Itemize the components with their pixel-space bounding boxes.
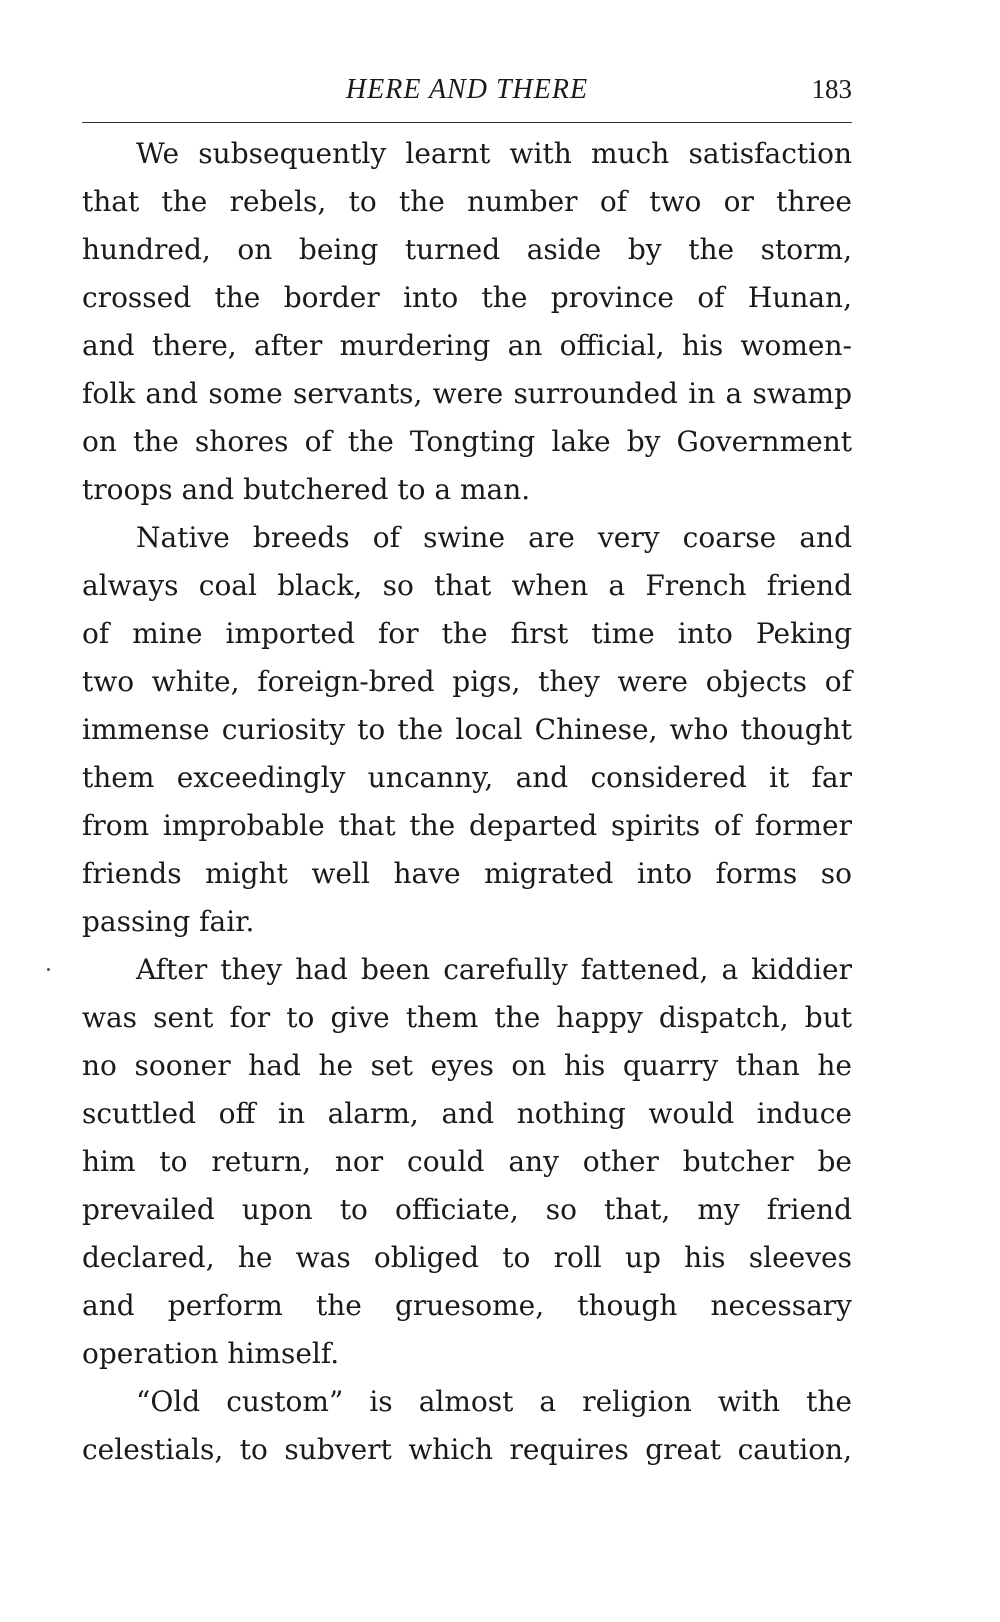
body-text [82, 130, 852, 1474]
text-line: scuttled off in alarm, and nothing would induce [82, 1097, 852, 1130]
text-line: After they had been carefully fattened, a kiddier [136, 953, 852, 986]
text-line: and there, after murdering an official, his women- [82, 329, 852, 362]
text-line: prevailed upon to officiate, so that, my friend [82, 1193, 852, 1226]
text-line: them exceedingly uncanny, and considered it far [82, 761, 852, 794]
text-line: was sent for to give them the happy dispatch, but [82, 1001, 852, 1034]
text-line: him to return, nor could any other butcher be [82, 1145, 852, 1178]
text-line: declared, he was obliged to roll up his sleeves [82, 1241, 852, 1274]
text-line: from improbable that the departed spirits of former [82, 809, 852, 842]
text-line: troops and butchered to a man. [82, 473, 531, 506]
text-line: hundred, on being turned aside by the storm, [82, 233, 852, 266]
text-line: Native breeds of swine are very coarse and [136, 521, 852, 554]
running-head [82, 62, 852, 112]
text-line: two white, foreign-bred pigs, they were objects of [82, 665, 852, 698]
text-line: on the shores of the Tongting lake by Government [82, 425, 852, 458]
text-line: celestials, to subvert which requires great caution, [82, 1433, 852, 1466]
text-line: “Old custom” is almost a religion with the [136, 1385, 852, 1418]
text-line: that the rebels, to the number of two or three [82, 185, 852, 218]
text-line: operation himself. [82, 1337, 340, 1370]
text-line: of mine imported for the first time into Peking [82, 617, 852, 650]
page-number: 183 [811, 74, 852, 104]
text-line: immense curiosity to the local Chinese, who thought [82, 713, 852, 746]
text-line: friends might well have migrated into forms so [82, 857, 852, 890]
text-line: crossed the border into the province of Hunan, [82, 281, 852, 314]
stray-ink-mark [47, 968, 50, 971]
running-title: HERE AND THERE [345, 74, 589, 105]
text-line: and perform the gruesome, though necessary [82, 1289, 852, 1322]
text-line: passing fair. [82, 905, 255, 938]
text-line: no sooner had he set eyes on his quarry than he [82, 1049, 852, 1082]
header-rule [82, 122, 852, 123]
text-line: We subsequently learnt with much satisfaction [136, 137, 852, 170]
text-line: folk and some servants, were surrounded in a swamp [82, 377, 852, 410]
text-line: always coal black, so that when a French friend [82, 569, 852, 602]
